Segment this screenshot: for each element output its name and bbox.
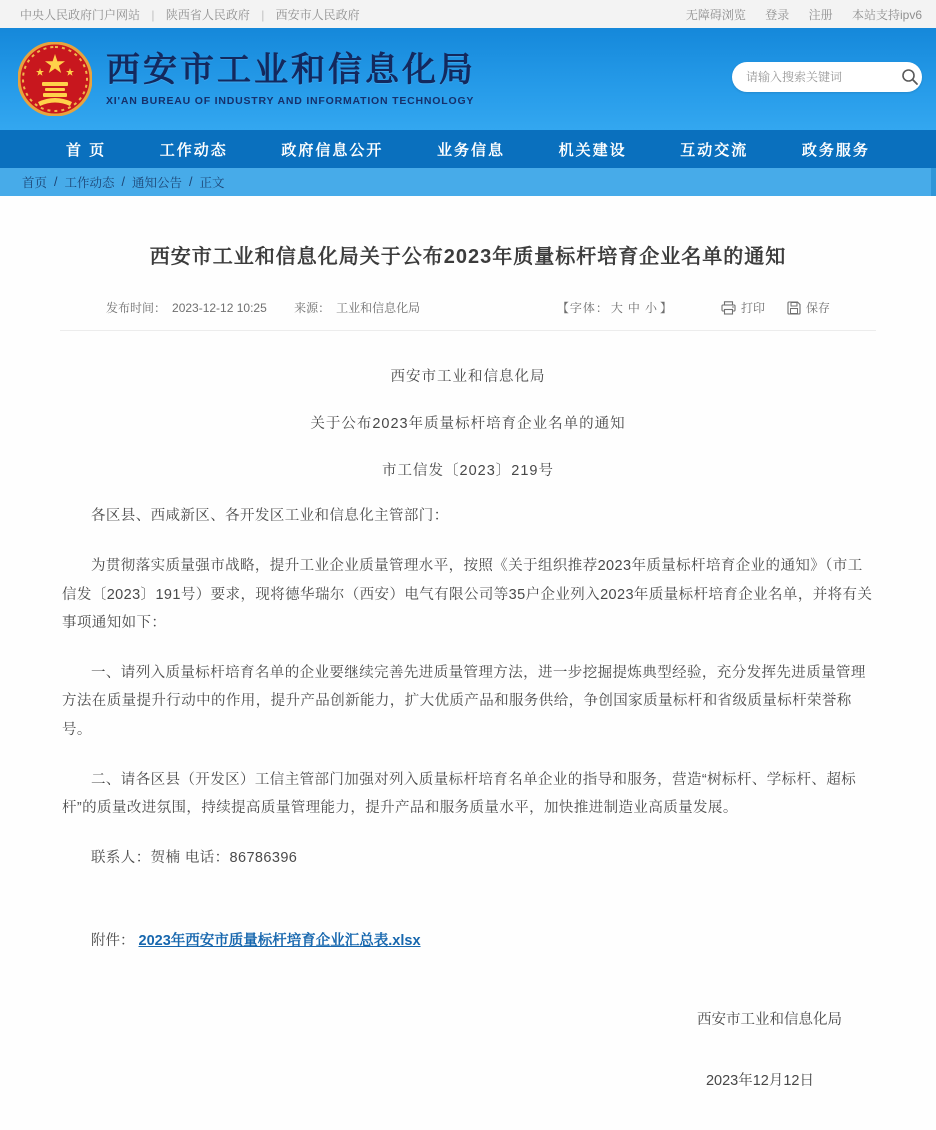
user-links — [670, 6, 922, 23]
link-ipv6[interactable]: 本站支持ipv6 — [851, 7, 922, 22]
doc-header-subject: 关于公布2023年质量标杆培育企业名单的通知 — [310, 416, 626, 432]
site-header — [0, 28, 936, 130]
site-title: 西安市工业和信息化局 — [106, 51, 476, 90]
publish-time-value: 2023-12-12 10:25 — [172, 301, 267, 315]
doc-header-agency: 西安市工业和信息化局 — [390, 369, 546, 385]
attachment-download-link[interactable]: 2023年西安市质量标杆培育企业汇总表.xlsx — [138, 932, 421, 949]
print-button[interactable] — [721, 299, 765, 316]
search-box — [732, 62, 922, 92]
doc-salutation: 各区县、西咸新区、各开发区工业和信息化主管部门： — [91, 508, 449, 524]
link-register[interactable]: 注册 — [808, 7, 833, 22]
nav-home[interactable]: 首 页 — [66, 141, 107, 159]
font-size-small[interactable]: 小 — [644, 301, 658, 315]
site-branding — [106, 51, 476, 106]
breadcrumb-home[interactable]: 首页 — [22, 176, 48, 190]
link-shaanxi-gov[interactable]: 陕西省人民政府 — [165, 7, 250, 22]
breadcrumb — [0, 168, 936, 196]
search-icon[interactable] — [901, 68, 919, 86]
nav-work-updates[interactable]: 工作动态 — [159, 141, 228, 159]
top-utility-bar — [0, 0, 936, 28]
page-title: 西安市工业和信息化局关于公布2023年质量标杆培育企业名单的通知 — [149, 246, 787, 268]
national-emblem-logo — [18, 42, 92, 116]
printer-icon — [721, 301, 736, 315]
nav-gov-info-disclosure[interactable]: 政府信息公开 — [281, 141, 384, 159]
font-tool-close: 】 — [659, 301, 673, 315]
nav-gov-services[interactable]: 政务服务 — [801, 141, 870, 159]
link-central-gov[interactable]: 中央人民政府门户网站 — [20, 7, 141, 22]
article-meta-row — [60, 299, 876, 331]
publish-info — [106, 299, 426, 316]
site-subtitle-en: XI'AN BUREAU OF INDUSTRY AND INFORMATION TECHNOLOGY — [106, 94, 475, 107]
print-label: 打印 — [740, 301, 765, 315]
article-content — [0, 196, 936, 1130]
gov-portal-links — [20, 6, 360, 23]
font-size-tool — [557, 299, 673, 316]
article-tools — [557, 299, 830, 316]
link-xian-gov[interactable]: 西安市人民政府 — [275, 7, 360, 22]
signature-agency: 西安市工业和信息化局 — [697, 1011, 842, 1028]
attachment-label: 附件： — [91, 932, 135, 949]
attachment-row — [62, 929, 874, 950]
nav-agency-building[interactable]: 机关建设 — [558, 141, 627, 159]
nav-interaction[interactable]: 互动交流 — [680, 141, 749, 159]
doc-paragraph-item-2: 二、请各区县（开发区）工信主管部门加强对列入质量标杆培育名单企业的指导和服务，营造“树标杆、学标杆、超标杆”的质量改进氛围，持续提高质量管理能力，提升产品和服务质量水平，加快推进制造业高质量发展。 — [62, 771, 857, 817]
breadcrumb-separator: / — [121, 175, 125, 189]
source-label: 来源： — [294, 301, 331, 315]
breadcrumb-separator: / — [54, 175, 58, 189]
document-body — [60, 331, 876, 1090]
doc-paragraph-intro: 为贯彻落实质量强市战略，提升工业企业质量管理水平，按照《关于组织推荐2023年质量标杆培育企业的通知》（市工信发〔2023〕191号）要求，现将德华瑞尔（西安）电气有限公司等35户企业列入2023年质量标杆培育企业名单，并将有关事项通知如下： — [62, 558, 873, 631]
main-navigation — [0, 130, 936, 168]
save-icon — [787, 301, 801, 315]
signature-date: 2023年12月12日 — [705, 1072, 814, 1089]
link-separator: | — [261, 7, 265, 22]
breadcrumb-current-article: 正文 — [199, 176, 225, 190]
font-size-large[interactable]: 大 — [610, 301, 624, 315]
breadcrumb-edge-decoration — [931, 168, 936, 196]
link-separator: | — [151, 7, 155, 22]
link-accessibility[interactable]: 无障碍浏览 — [685, 7, 746, 22]
doc-number: 市工信发〔2023〕219号 — [382, 463, 554, 479]
search-input[interactable] — [746, 70, 901, 84]
doc-paragraph-item-1: 一、请列入质量标杆培育名单的企业要继续完善先进质量管理方法，进一步挖掘提炼典型经验，充分发挥先进质量管理方法在质量提升行动中的作用，提升产品创新能力，扩大优质产品和服务供给，争创国家质量标杆和省级质量标杆荣誉称号。 — [62, 665, 866, 738]
save-label: 保存 — [805, 301, 830, 315]
nav-business-info[interactable]: 业务信息 — [437, 141, 506, 159]
link-login[interactable]: 登录 — [765, 7, 790, 22]
font-tool-open: 【字体： — [556, 301, 609, 315]
breadcrumb-separator: / — [189, 175, 193, 189]
doc-contact-info: 联系人：贺楠 电话：86786396 — [91, 850, 298, 867]
breadcrumb-work-updates[interactable]: 工作动态 — [64, 176, 115, 190]
publish-time-label: 发布时间： — [106, 301, 167, 315]
save-button[interactable] — [787, 299, 830, 316]
breadcrumb-notices[interactable]: 通知公告 — [132, 176, 183, 190]
source-value: 工业和信息化局 — [336, 301, 421, 315]
font-size-medium[interactable]: 中 — [627, 301, 641, 315]
